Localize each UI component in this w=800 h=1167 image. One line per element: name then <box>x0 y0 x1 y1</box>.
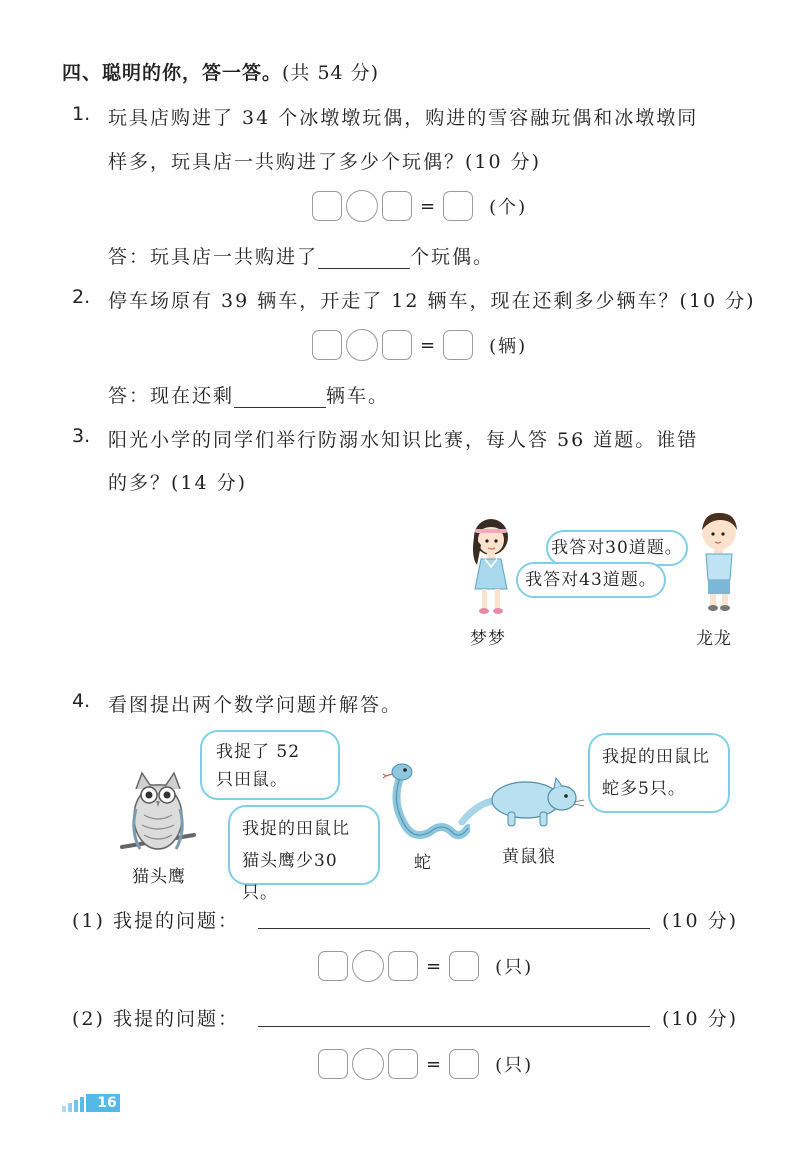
page-marker-bars-icon <box>62 1094 94 1112</box>
sub2-equation <box>318 1048 533 1080</box>
q2-text-line1: 停车场原有 39 辆车，开走了 12 辆车，现在还剩多少辆车？(10 分) <box>108 290 756 312</box>
snake-illustration <box>382 760 470 852</box>
equals-sign: = <box>420 334 436 356</box>
q3-text-line2: 的多？(14 分) <box>108 472 248 494</box>
q1-operand1-box[interactable] <box>312 191 342 221</box>
sub2-operand1-box[interactable] <box>318 1049 348 1079</box>
section-title-text: 四、聪明的你，答一答。 <box>62 62 283 84</box>
q2-number: 2. <box>72 286 91 308</box>
owl-illustration <box>118 765 198 860</box>
equals-sign: = <box>426 1053 442 1075</box>
q2-answer-blank[interactable] <box>234 385 326 408</box>
weasel-speech-bubble <box>588 733 730 813</box>
equals-sign: = <box>426 955 442 977</box>
q4-number: 4. <box>72 690 91 712</box>
weasel-label: 黄鼠狼 <box>502 847 556 867</box>
q1-equation <box>312 190 527 222</box>
q2-operand1-box[interactable] <box>312 330 342 360</box>
q1-text-line2: 样多，玩具店一共购进了多少个玩偶？(10 分) <box>108 151 542 173</box>
sub2-points: (10 分) <box>662 1008 739 1030</box>
q4-text-line1: 看图提出两个数学问题并解答。 <box>108 694 403 716</box>
sub2-answer-line[interactable] <box>258 1026 650 1027</box>
q1-answer <box>108 242 494 269</box>
sub1-answer-line[interactable] <box>258 928 650 929</box>
sub2-operator-circle[interactable] <box>352 1048 384 1080</box>
sub1-label: (1) 我提的问题： <box>72 910 239 932</box>
sub1-operand1-box[interactable] <box>318 951 348 981</box>
girl-name-label: 梦梦 <box>470 629 506 649</box>
girl-illustration <box>463 515 519 619</box>
equals-sign: = <box>420 195 436 217</box>
snake-label: 蛇 <box>414 853 432 873</box>
weasel-illustration <box>458 762 588 834</box>
q1-answer-blank[interactable] <box>318 246 410 269</box>
sub1-operand2-box[interactable] <box>388 951 418 981</box>
sub2-unit: (只) <box>495 1055 534 1076</box>
weasel-bubble-text: 我捉的田鼠比蛇多5只。 <box>602 747 710 799</box>
sub2-label: (2) 我提的问题： <box>72 1008 239 1030</box>
owl-bubble-text: 我捉了 52 只田鼠。 <box>216 742 301 790</box>
sub1-points: (10 分) <box>662 910 739 932</box>
q1-answer-prefix: 答：玩具店一共购进了 <box>108 246 319 268</box>
q1-number: 1. <box>72 103 91 125</box>
sub2-result-box[interactable] <box>449 1049 479 1079</box>
snake-bubble-text: 我捉的田鼠比猫头鹰少30只。 <box>242 819 350 903</box>
q1-answer-suffix: 个玩偶。 <box>410 246 495 268</box>
longlong-bubble-text: 我答对30道题。 <box>551 538 683 558</box>
q1-unit: (个) <box>489 197 528 218</box>
q2-answer-prefix: 答：现在还剩 <box>108 385 235 407</box>
owl-speech-bubble <box>200 730 340 800</box>
q3-text-line1: 阳光小学的同学们举行防溺水知识比赛，每人答 56 道题。谁错 <box>108 429 699 451</box>
mengmeng-bubble-text: 我答对43道题。 <box>525 570 657 590</box>
owl-label: 猫头鹰 <box>132 867 186 887</box>
section-points: (共 54 分) <box>282 62 380 84</box>
q2-result-box[interactable] <box>443 330 473 360</box>
page-number: 16 <box>94 1094 120 1112</box>
q1-text-line1: 玩具店购进了 34 个冰墩墩玩偶，购进的雪容融玩偶和冰墩墩同 <box>108 107 699 129</box>
q1-result-box[interactable] <box>443 191 473 221</box>
boy-name-label: 龙龙 <box>696 629 732 649</box>
q3-number: 3. <box>72 425 91 447</box>
q2-equation <box>312 329 527 361</box>
sub1-operator-circle[interactable] <box>352 950 384 982</box>
q2-operator-circle[interactable] <box>346 329 378 361</box>
q2-answer <box>108 381 389 408</box>
longlong-speech-bubble <box>546 530 688 566</box>
mengmeng-speech-bubble <box>516 562 666 598</box>
q2-unit: (辆) <box>489 336 528 357</box>
q2-operand2-box[interactable] <box>382 330 412 360</box>
sub1-unit: (只) <box>495 957 534 978</box>
q1-operand2-box[interactable] <box>382 191 412 221</box>
snake-speech-bubble <box>228 805 380 903</box>
boy-illustration <box>692 510 746 614</box>
sub2-operand2-box[interactable] <box>388 1049 418 1079</box>
q1-operator-circle[interactable] <box>346 190 378 222</box>
sub1-equation <box>318 950 533 982</box>
q2-answer-suffix: 辆车。 <box>326 385 390 407</box>
sub1-result-box[interactable] <box>449 951 479 981</box>
section-title <box>62 58 379 85</box>
